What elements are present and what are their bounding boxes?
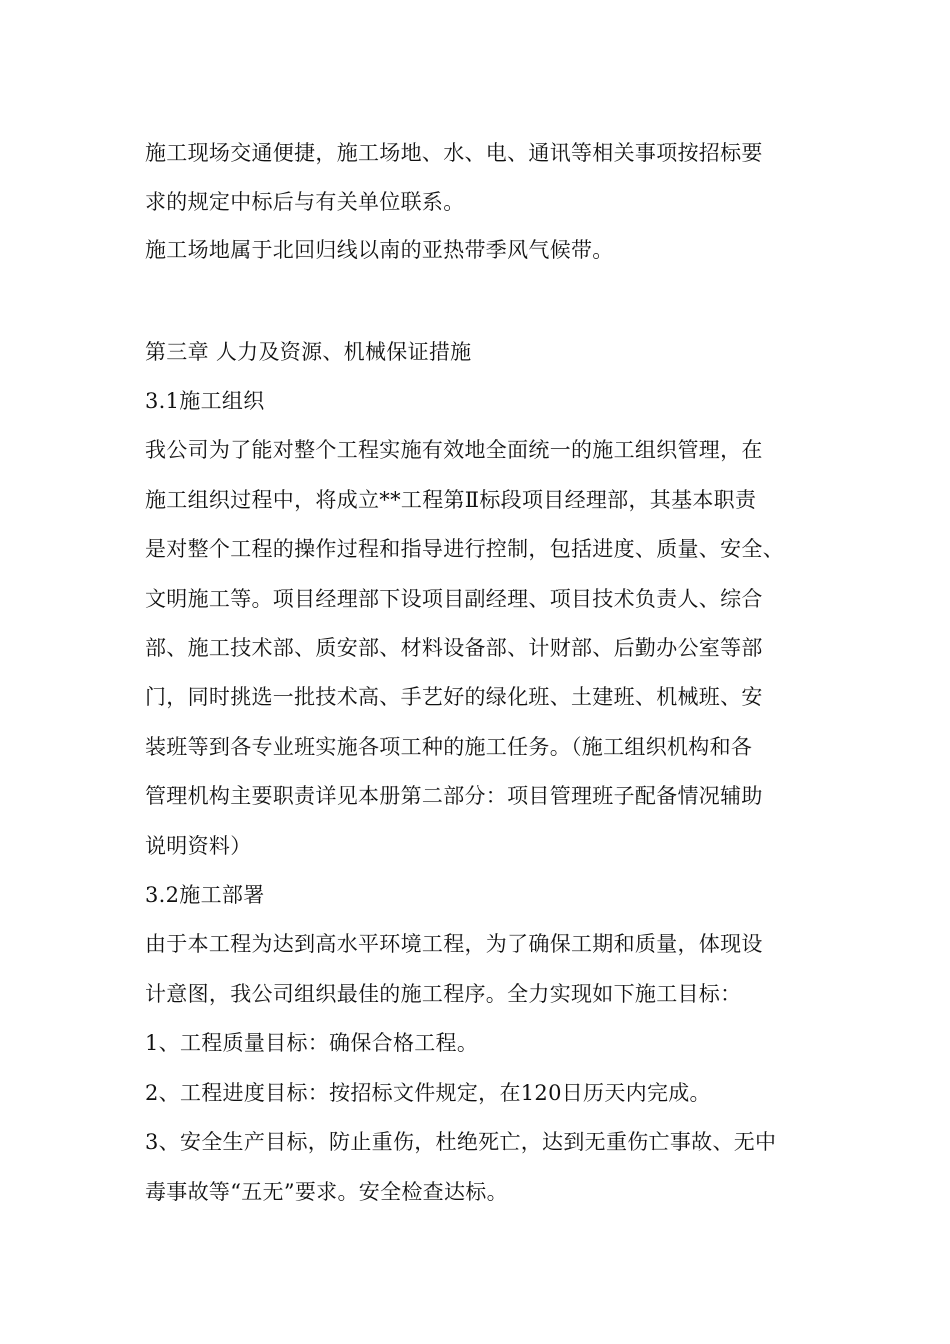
section-3-1-line-9: 说明资料）	[145, 834, 252, 858]
section-3-1-line-2: 施工组织过程中，将成立**工程第Ⅱ标段项目经理部，其基本职责	[145, 488, 757, 512]
goal-3-line-2: 毒事故等“五无”要求。安全检查达标。	[145, 1180, 508, 1204]
section-3-1-line-3: 是对整个工程的操作过程和指导进行控制，包括进度、质量、安全、	[145, 537, 784, 561]
para1-line-2: 求的规定中标后与有关单位联系。	[145, 190, 465, 214]
chapter-heading: 第三章 人力及资源、机械保证措施	[145, 340, 472, 364]
section-3-1-heading: 3.1施工组织	[145, 389, 265, 413]
goal-1: 1、工程质量目标：确保合格工程。	[145, 1031, 479, 1055]
goal-2: 2、工程进度目标：按招标文件规定，在120日历天内完成。	[145, 1081, 711, 1105]
section-3-1-line-8: 管理机构主要职责详见本册第二部分：项目管理班子配备情况辅助	[145, 784, 763, 808]
para1-line-1: 施工现场交通便捷，施工场地、水、电、通讯等相关事项按招标要	[145, 141, 763, 165]
section-3-1-line-5: 部、施工技术部、质安部、材料设备部、计财部、后勤办公室等部	[145, 636, 763, 660]
section-3-1-line-4: 文明施工等。项目经理部下设项目副经理、项目技术负责人、综合	[145, 587, 763, 611]
para2: 施工场地属于北回归线以南的亚热带季风气候带。	[145, 238, 614, 262]
section-3-2-intro-line-2: 计意图，我公司组织最佳的施工程序。全力实现如下施工目标：	[145, 982, 742, 1006]
section-3-2-heading: 3.2施工部署	[145, 883, 265, 907]
section-3-1-line-1: 我公司为了能对整个工程实施有效地全面统一的施工组织管理，在	[145, 438, 763, 462]
section-3-1-line-7: 装班等到各专业班实施各项工种的施工任务。（施工组织机构和各	[145, 735, 753, 759]
section-3-2-intro-line-1: 由于本工程为达到高水平环境工程，为了确保工期和质量，体现设	[145, 932, 763, 956]
goal-3-line-1: 3、安全生产目标，防止重伤，杜绝死亡，达到无重伤亡事故、无中	[145, 1130, 777, 1154]
section-3-1-line-6: 门，同时挑选一批技术高、手艺好的绿化班、土建班、机械班、安	[145, 685, 763, 709]
